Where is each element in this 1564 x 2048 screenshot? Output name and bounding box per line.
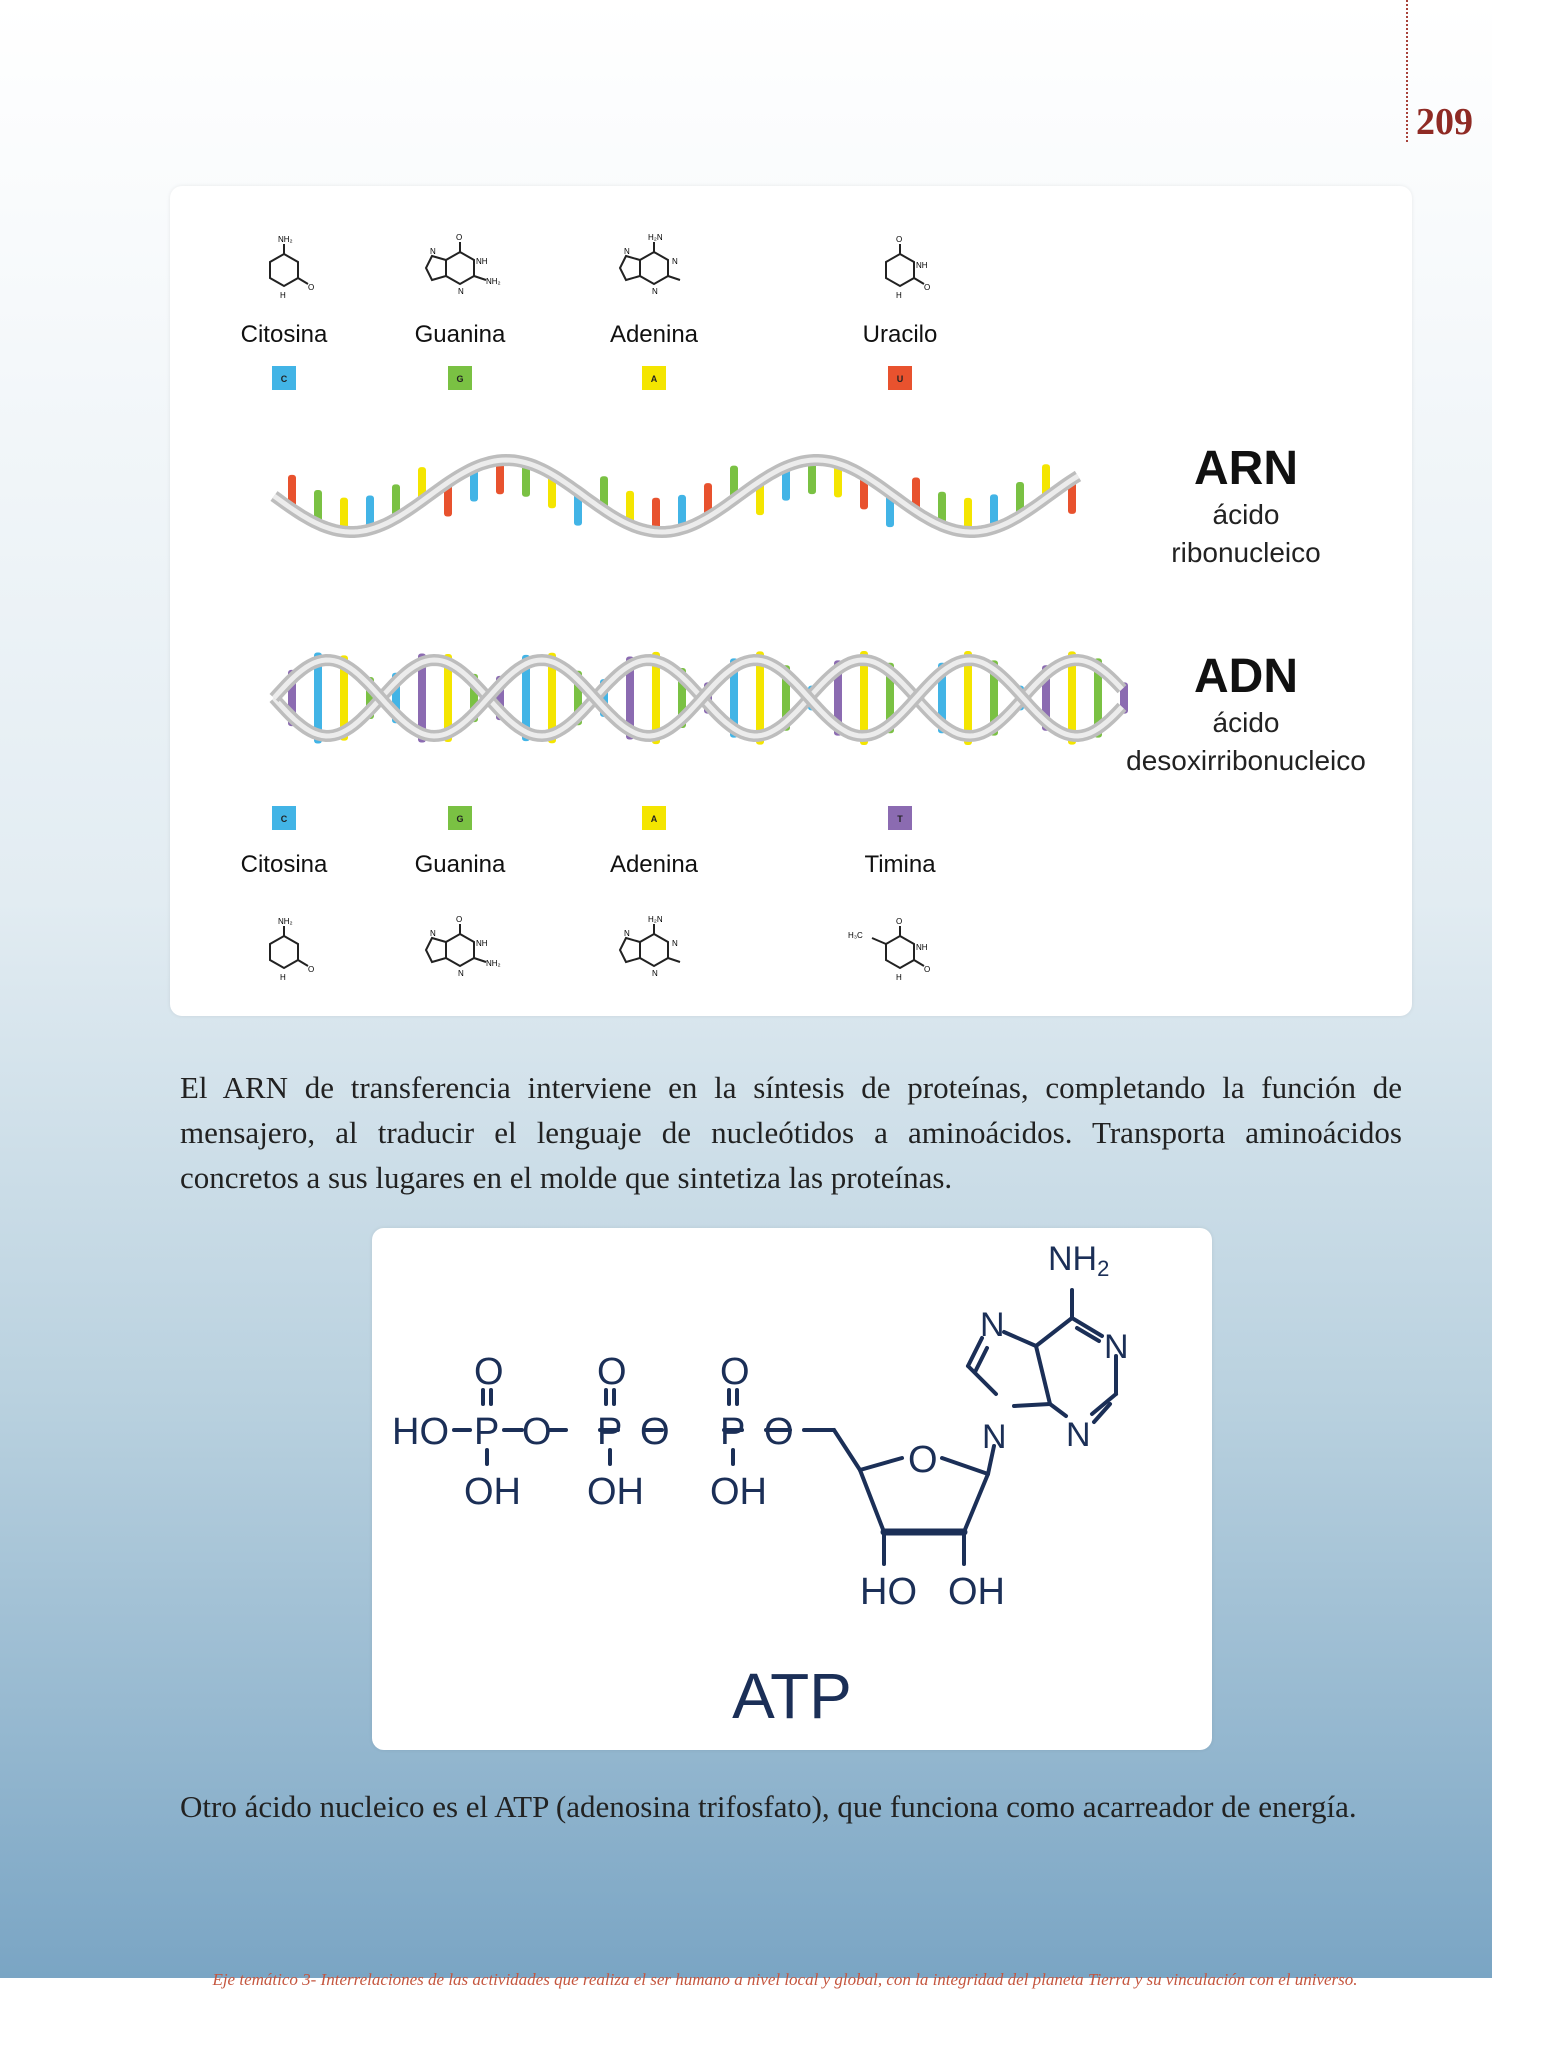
atp-p2-label: P: [597, 1411, 623, 1453]
dna-base-name-timina: Timina: [864, 851, 936, 878]
atp-p1-label: P: [474, 1411, 500, 1453]
atp-o-top3-label: O: [720, 1351, 750, 1393]
svg-text:H: H: [280, 291, 286, 300]
cytosine-structure-top: [270, 235, 314, 300]
svg-text:O: O: [896, 235, 903, 244]
adn-title: ADN: [1194, 650, 1298, 703]
adn-subtitle-2: desoxirribonucleico: [1126, 745, 1366, 776]
nucleic-acid-illustration: [170, 186, 1412, 1016]
atp-ho-label: HO: [392, 1411, 449, 1453]
atp-o1-label: O: [522, 1411, 552, 1453]
atp-structure-diagram: [372, 1228, 1212, 1750]
svg-text:O: O: [456, 233, 463, 242]
svg-text:O: O: [456, 915, 463, 924]
footer-theme-line: Eje temático 3- Interrelaciones de las actividades que realiza el ser humano a nivel local y global, con la integridad del planeta Tierra y su vinculación con el universo.: [212, 1970, 1358, 1989]
rna-base-swatch-letter-a: A: [650, 374, 658, 384]
atp-nh2-label: NH2: [1048, 1240, 1110, 1281]
svg-text:N: N: [458, 969, 464, 978]
arn-title: ARN: [1194, 442, 1298, 495]
svg-text:H: H: [280, 973, 286, 982]
rna-base-name-guanina: Guanina: [414, 321, 506, 348]
atp-oh3-label: OH: [710, 1471, 767, 1513]
svg-text:N: N: [430, 929, 436, 938]
atp-oh3p-label: OH: [948, 1571, 1005, 1613]
atp-ring-o-label: O: [908, 1439, 938, 1481]
trna-paragraph: El ARN de transferencia interviene en la síntesis de proteínas, completando la función de mensajero, al traducir el lenguaje de nucleótidos a aminoácidos. Transporta aminoácidos concretos a sus lugares en el molde que sintetiza las proteínas.: [180, 1070, 1402, 1195]
uracil-structure-top: [886, 235, 930, 300]
svg-text:H: H: [896, 973, 902, 982]
svg-text:N: N: [652, 969, 658, 978]
dna-base-labels: [241, 806, 937, 878]
rna-base-labels: [241, 321, 938, 390]
adenine-structure-top: [620, 233, 680, 296]
rna-strand: [274, 460, 1078, 532]
svg-text:N: N: [430, 247, 436, 256]
atp-paragraph: Otro ácido nucleico es el ATP (adenosina trifosfato), que funciona como acarreador de energía.: [180, 1789, 1357, 1824]
svg-text:N: N: [458, 287, 464, 296]
atp-oh1-label: OH: [464, 1471, 521, 1513]
atp-n7-label: N: [980, 1306, 1005, 1344]
atp-title: ATP: [732, 1660, 852, 1732]
dna-base-swatch-letter-c: C: [280, 814, 288, 824]
nucleic-acid-figure: [170, 186, 1412, 1016]
atp-ho2-label: HO: [860, 1571, 917, 1613]
dna-base-swatch-letter-a: A: [650, 814, 658, 824]
atp-n3-label: N: [1066, 1416, 1091, 1454]
atp-o-top2-label: O: [597, 1351, 627, 1393]
svg-text:H: H: [896, 291, 902, 300]
svg-text:N: N: [672, 257, 678, 266]
svg-text:N: N: [624, 247, 630, 256]
rna-base-swatch-letter-c: C: [280, 374, 288, 384]
thymine-structure-bottom: [848, 917, 930, 982]
atp-o-top1-label: O: [474, 1351, 504, 1393]
guanine-structure-top: [426, 233, 501, 296]
svg-text:NH₂: NH₂: [278, 235, 293, 244]
rna-base-swatch-letter-g: G: [456, 374, 464, 384]
atp-oh2-label: OH: [587, 1471, 644, 1513]
svg-text:O: O: [308, 965, 315, 974]
atp-figure: [372, 1228, 1212, 1750]
adn-subtitle-1: ácido: [1212, 707, 1280, 738]
svg-text:NH: NH: [916, 943, 928, 952]
atp-o2-label: O: [640, 1411, 670, 1453]
svg-text:N: N: [652, 287, 658, 296]
svg-text:NH₂: NH₂: [486, 277, 501, 286]
svg-text:O: O: [896, 917, 903, 926]
dna-base-swatch-letter-t: T: [897, 814, 903, 824]
rna-base-swatch-letter-u: U: [896, 374, 904, 384]
svg-text:NH: NH: [476, 939, 488, 948]
rna-base-name-adenina: Adenina: [609, 321, 699, 348]
svg-text:H₂N: H₂N: [648, 233, 663, 242]
atp-p3-label: P: [720, 1411, 746, 1453]
atp-o3-label: O: [764, 1411, 794, 1453]
svg-text:H₂N: H₂N: [648, 915, 663, 924]
svg-text:O: O: [924, 283, 931, 292]
dna-base-name-citosina: Citosina: [240, 851, 328, 878]
svg-text:NH₂: NH₂: [486, 959, 501, 968]
atp-n1-label: N: [1104, 1328, 1129, 1366]
svg-text:N: N: [624, 929, 630, 938]
svg-text:NH: NH: [916, 261, 928, 270]
guanine-structure-bottom: [426, 915, 501, 978]
margin-divider: [1406, 0, 1408, 142]
page-number: 209: [1416, 101, 1473, 143]
arn-subtitle-1: ácido: [1212, 499, 1280, 530]
cytosine-structure-bottom: [270, 917, 314, 982]
dna-base-swatch-letter-g: G: [456, 814, 464, 824]
svg-text:NH₂: NH₂: [278, 917, 293, 926]
rna-base-name-citosina: Citosina: [240, 321, 328, 348]
dna-base-name-adenina: Adenina: [609, 851, 699, 878]
svg-text:H₃C: H₃C: [848, 931, 863, 940]
rna-base-name-uracilo: Uracilo: [862, 321, 938, 348]
svg-text:O: O: [308, 283, 315, 292]
dna-base-name-guanina: Guanina: [414, 851, 506, 878]
svg-text:O: O: [924, 965, 931, 974]
dna-strand: [274, 651, 1128, 745]
adenine-structure-bottom: [620, 915, 680, 978]
atp-n9-label: N: [982, 1418, 1007, 1456]
svg-text:NH: NH: [476, 257, 488, 266]
svg-text:N: N: [672, 939, 678, 948]
arn-subtitle-2: ribonucleico: [1171, 537, 1321, 568]
